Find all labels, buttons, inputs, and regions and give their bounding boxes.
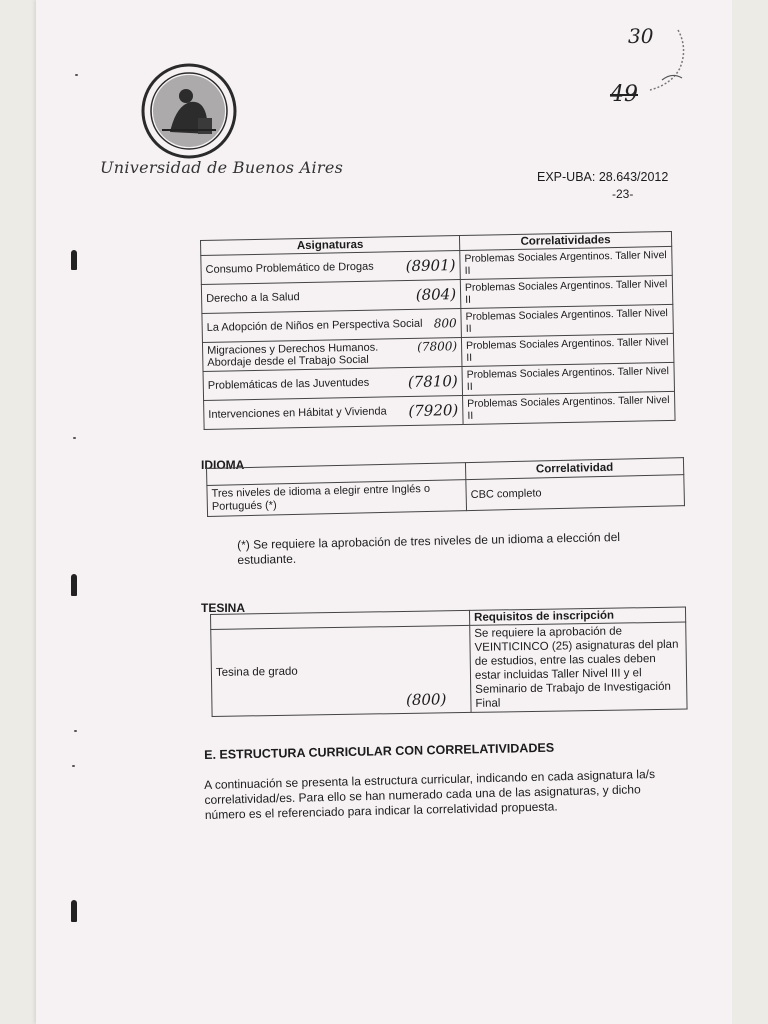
folio-number: 30 [628,24,654,48]
handwritten-code: (7810) [407,372,458,392]
correlatividades-table [200,231,676,430]
subject-name: Tesina de grado [215,665,298,679]
correlatividad-cell: Problemas Sociales Argentinos. Taller Nivel II [462,362,675,395]
punch-hole [71,250,77,270]
section-heading-e: E. ESTRUCTURA CURRICULAR CON CORRELATIVIDADES [204,740,555,762]
folio-stamp-scribble-icon [642,28,690,96]
university-name: Universidad de Buenos Aires [100,158,344,177]
correlatividad-cell: Problemas Sociales Argentinos. Taller Nivel II [460,275,673,308]
tesina-table [210,607,688,717]
handwritten-code: (7800) [417,339,458,354]
section-e-paragraph: A continuación se presenta la estructura curricular, indicando en cada asignatura la/s correlatividad/es. Para ello se han numerado cada una de las asignaturas, y dicho número es el referenciado para indicar la correlatividad propuesta. [204,766,656,822]
requisitos-cell: Se requiere la aprobación de VEINTICINCO (25) asignaturas del plan de estudios, entre las cuales deben estar incluidas Taller Nivel III y el Seminario de Trabajo de Investigación Final [470,622,687,712]
expediente-number: EXP-UBA: 28.643/2012 [537,170,669,184]
correlatividad-cell: Problemas Sociales Argentinos. Taller Nivel II [463,391,676,424]
column-header: Requisitos de inscripción [469,607,685,625]
section-title-idioma: IDIOMA [201,458,245,472]
correlatividad-cell: Problemas Sociales Argentinos. Taller Nivel II [460,246,673,279]
subject-cell [204,395,464,429]
table-row [211,622,687,716]
correlatividad-cell: CBC completo [466,475,685,511]
scan-speck [75,74,78,76]
handwritten-code: (8901) [405,256,456,276]
punch-hole [71,900,77,922]
correlatividad-cell: Problemas Sociales Argentinos. Taller Nivel II [461,304,674,337]
scan-speck [74,730,77,732]
subject-name: Derecho a la Salud [206,291,300,305]
subject-name: La Adopción de Niños en Perspectiva Social [206,317,423,334]
punch-hole [71,574,77,596]
handwritten-code: (7920) [408,401,459,421]
handwritten-code: (800) [405,690,447,709]
handwritten-code: 800 [433,316,457,331]
scan-speck [72,765,75,767]
idioma-footnote: (*) Se requiere la aprobación de tres niveles de un idioma a elección del estudiante. [237,529,621,567]
column-header: Correlatividad [465,458,683,480]
column-header: Asignaturas [201,236,460,256]
scan-speck [73,437,76,439]
subject-name: Migraciones y Derechos Humanos. Abordaje desde el Trabajo Social [207,341,379,369]
subject-cell: Tres niveles de idioma a elegir entre Inglés o Portugués (*) [207,480,467,517]
section-title-tesina: TESINA [201,601,246,615]
column-header: Correlatividades [459,231,671,250]
handwritten-code: (804) [415,285,457,304]
correlatividad-cell: Problemas Sociales Argentinos. Taller Nivel II [461,333,674,366]
folio-number-crossed: 49 [610,82,638,107]
page-number: -23- [612,187,634,201]
subject-name: Problemáticas de las Juventudes [207,376,370,392]
subject-name: Intervenciones en Hábitat y Vivienda [208,405,387,421]
university-seal-icon [140,62,238,160]
subject-cell [211,625,471,716]
subject-name: Consumo Problemático de Drogas [205,260,374,276]
